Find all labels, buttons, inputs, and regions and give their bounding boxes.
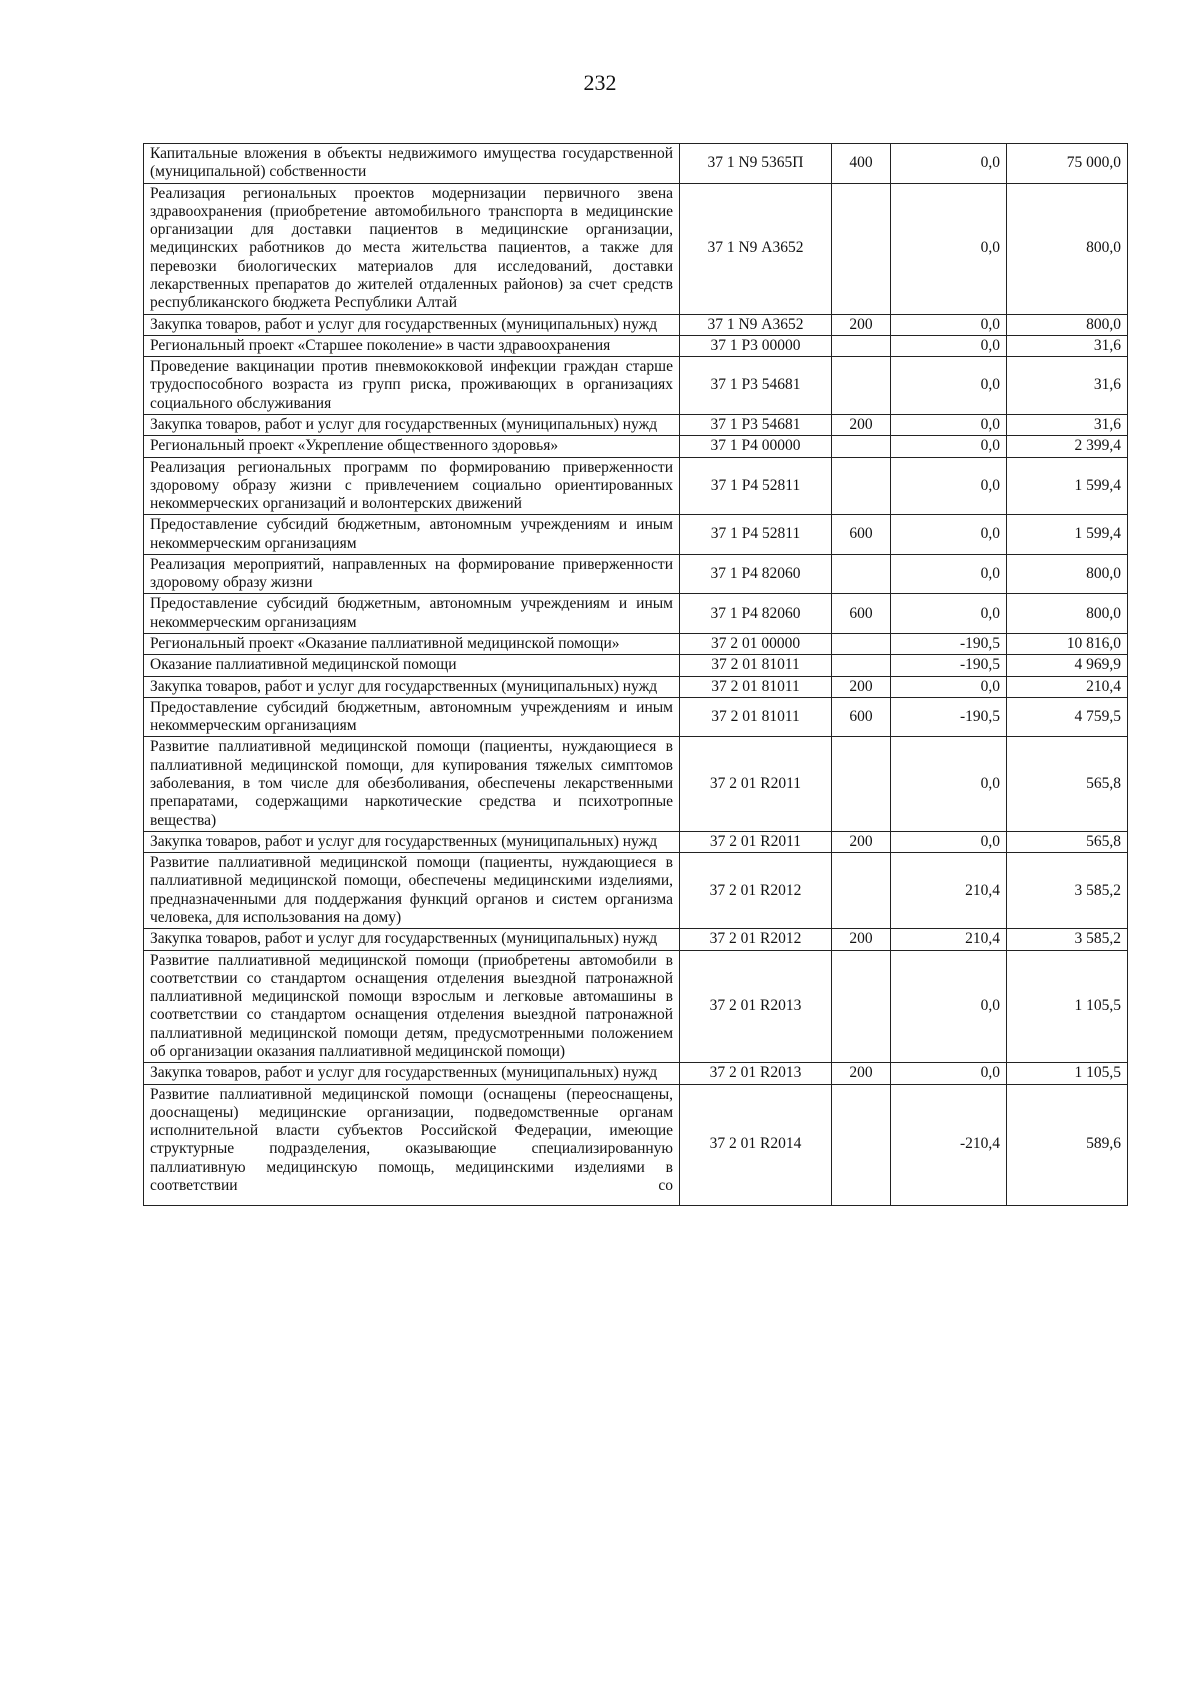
row-change-cell: 0,0 — [891, 554, 1007, 594]
row-code-cell: 37 1 P4 00000 — [680, 436, 832, 457]
row-code-cell: 37 1 P3 00000 — [680, 335, 832, 356]
row-expense-type-cell — [832, 554, 891, 594]
row-name-cell: Закупка товаров, работ и услуг для государственных (муниципальных) нужд — [144, 314, 680, 335]
row-name-cell: Реализация мероприятий, направленных на формирование приверженности здоровому образу жизни — [144, 554, 680, 594]
row-code-cell: 37 1 P4 82060 — [680, 554, 832, 594]
row-code-cell: 37 2 01 81011 — [680, 676, 832, 697]
table-row — [144, 554, 1128, 594]
row-code-cell: 37 2 01 R2011 — [680, 737, 832, 831]
row-name-cell: Капитальные вложения в объекты недвижимого имущества государственной (муниципальной) собственности — [144, 144, 680, 184]
row-change-cell: -190,5 — [891, 634, 1007, 655]
row-total-cell: 1 599,4 — [1007, 515, 1128, 555]
row-change-cell: 0,0 — [891, 737, 1007, 831]
row-change-cell: 0,0 — [891, 335, 1007, 356]
row-name-cell: Проведение вакцинации против пневмококковой инфекции граждан старше трудоспособного возраста из групп риска, проживающих в организациях социального обслуживания — [144, 357, 680, 415]
table-row — [144, 831, 1128, 852]
row-expense-type-cell — [832, 357, 891, 415]
row-total-cell: 800,0 — [1007, 594, 1128, 634]
row-expense-type-cell: 600 — [832, 594, 891, 634]
table-row — [144, 950, 1128, 1063]
row-total-cell: 800,0 — [1007, 314, 1128, 335]
row-total-cell: 210,4 — [1007, 676, 1128, 697]
row-change-cell: 0,0 — [891, 357, 1007, 415]
row-change-cell: 0,0 — [891, 183, 1007, 314]
row-expense-type-cell: 200 — [832, 676, 891, 697]
row-expense-type-cell — [832, 737, 891, 831]
row-total-cell: 3 585,2 — [1007, 853, 1128, 929]
row-code-cell: 37 1 P4 82060 — [680, 594, 832, 634]
row-total-cell: 1 105,5 — [1007, 950, 1128, 1063]
table-row — [144, 314, 1128, 335]
table-row — [144, 929, 1128, 950]
row-name-cell: Закупка товаров, работ и услуг для государственных (муниципальных) нужд — [144, 831, 680, 852]
row-name-cell: Развитие паллиативной медицинской помощи (оснащены (переоснащены, дооснащены) медицинские организации, подведомственные органам исполнительной власти субъектов Российской Федерации, имеющие структурные подразделения, оказывающие специализированную паллиативную медицинскую помощь, медицинскими изделиями в соответствии со — [144, 1084, 680, 1205]
row-change-cell: -210,4 — [891, 1084, 1007, 1205]
row-name-cell: Закупка товаров, работ и услуг для государственных (муниципальных) нужд — [144, 1063, 680, 1084]
row-change-cell: 0,0 — [891, 594, 1007, 634]
row-name-cell: Региональный проект «Оказание паллиативной медицинской помощи» — [144, 634, 680, 655]
row-change-cell: 0,0 — [891, 515, 1007, 555]
row-total-cell: 1 105,5 — [1007, 1063, 1128, 1084]
row-total-cell: 589,6 — [1007, 1084, 1128, 1205]
row-expense-type-cell — [832, 335, 891, 356]
table-row — [144, 144, 1128, 184]
page-number: 232 — [583, 70, 617, 95]
row-name-cell: Оказание паллиативной медицинской помощи — [144, 655, 680, 676]
row-expense-type-cell — [832, 457, 891, 515]
row-expense-type-cell: 400 — [832, 144, 891, 184]
row-change-cell: 0,0 — [891, 314, 1007, 335]
row-change-cell: 0,0 — [891, 457, 1007, 515]
row-code-cell: 37 1 N9 А3652 — [680, 314, 832, 335]
table-row — [144, 676, 1128, 697]
row-name-cell: Реализация региональных программ по формированию приверженности здоровому образу жизни с привлечением социально ориентированных некоммерческих организаций и волонтерских движений — [144, 457, 680, 515]
row-change-cell: 0,0 — [891, 676, 1007, 697]
row-change-cell: 0,0 — [891, 414, 1007, 435]
row-name-cell: Предоставление субсидий бюджетным, автономным учреждениям и иным некоммерческим организациям — [144, 697, 680, 737]
table-row — [144, 634, 1128, 655]
table-row — [144, 655, 1128, 676]
row-total-cell: 3 585,2 — [1007, 929, 1128, 950]
row-change-cell: 210,4 — [891, 853, 1007, 929]
table-row — [144, 457, 1128, 515]
row-change-cell: -190,5 — [891, 697, 1007, 737]
row-expense-type-cell: 200 — [832, 929, 891, 950]
row-code-cell: 37 1 P3 54681 — [680, 414, 832, 435]
budget-table — [143, 143, 1128, 1206]
row-code-cell: 37 2 01 R2012 — [680, 853, 832, 929]
row-expense-type-cell: 200 — [832, 414, 891, 435]
row-name-cell: Реализация региональных проектов модернизации первичного звена здравоохранения (приобретение автомобильного транспорта в медицинские организации для доставки пациентов в медицинские организации, медицинских работников до места жительства пациентов, а также для перевозки биологических материалов для исследований, доставки лекарственных препаратов до жителей отдаленных районов) за счет средств республиканского бюджета Республики Алтай — [144, 183, 680, 314]
row-total-cell: 4 759,5 — [1007, 697, 1128, 737]
row-name-cell: Предоставление субсидий бюджетным, автономным учреждениям и иным некоммерческим организациям — [144, 594, 680, 634]
table-row — [144, 697, 1128, 737]
row-code-cell: 37 2 01 R2012 — [680, 929, 832, 950]
table-row — [144, 594, 1128, 634]
row-change-cell: 0,0 — [891, 144, 1007, 184]
row-expense-type-cell — [832, 853, 891, 929]
row-code-cell: 37 2 01 R2013 — [680, 950, 832, 1063]
row-expense-type-cell: 600 — [832, 515, 891, 555]
table-row — [144, 737, 1128, 831]
row-total-cell: 565,8 — [1007, 831, 1128, 852]
row-expense-type-cell — [832, 436, 891, 457]
table-row — [144, 436, 1128, 457]
row-name-cell: Развитие паллиативной медицинской помощи (пациенты, нуждающиеся в паллиативной медицинской помощи, обеспечены медицинскими изделиями, предназначенными для поддержания функций органов и систем организма человека, для использования на дому) — [144, 853, 680, 929]
row-code-cell: 37 2 01 R2014 — [680, 1084, 832, 1205]
row-code-cell: 37 1 P4 52811 — [680, 515, 832, 555]
row-total-cell: 1 599,4 — [1007, 457, 1128, 515]
budget-table-body — [144, 144, 1128, 1206]
row-code-cell: 37 2 01 R2011 — [680, 831, 832, 852]
row-change-cell: 210,4 — [891, 929, 1007, 950]
row-name-cell: Региональный проект «Укрепление общественного здоровья» — [144, 436, 680, 457]
table-row — [144, 335, 1128, 356]
row-code-cell: 37 2 01 00000 — [680, 634, 832, 655]
row-change-cell: 0,0 — [891, 436, 1007, 457]
row-total-cell: 2 399,4 — [1007, 436, 1128, 457]
row-expense-type-cell — [832, 1084, 891, 1205]
row-code-cell: 37 1 N9 А3652 — [680, 183, 832, 314]
row-total-cell: 31,6 — [1007, 335, 1128, 356]
row-change-cell: -190,5 — [891, 655, 1007, 676]
row-total-cell: 800,0 — [1007, 554, 1128, 594]
table-row — [144, 357, 1128, 415]
row-expense-type-cell: 200 — [832, 1063, 891, 1084]
row-code-cell: 37 2 01 81011 — [680, 655, 832, 676]
row-total-cell: 75 000,0 — [1007, 144, 1128, 184]
row-code-cell: 37 2 01 81011 — [680, 697, 832, 737]
row-name-cell: Закупка товаров, работ и услуг для государственных (муниципальных) нужд — [144, 414, 680, 435]
row-total-cell: 4 969,9 — [1007, 655, 1128, 676]
row-total-cell: 10 816,0 — [1007, 634, 1128, 655]
row-expense-type-cell — [832, 634, 891, 655]
row-expense-type-cell: 200 — [832, 831, 891, 852]
row-change-cell: 0,0 — [891, 1063, 1007, 1084]
row-expense-type-cell: 600 — [832, 697, 891, 737]
row-expense-type-cell — [832, 950, 891, 1063]
row-expense-type-cell: 200 — [832, 314, 891, 335]
table-row — [144, 1063, 1128, 1084]
table-row — [144, 1084, 1128, 1205]
row-change-cell: 0,0 — [891, 950, 1007, 1063]
row-code-cell: 37 1 P3 54681 — [680, 357, 832, 415]
table-row — [144, 414, 1128, 435]
row-total-cell: 565,8 — [1007, 737, 1128, 831]
row-name-cell: Развитие паллиативной медицинской помощи (приобретены автомобили в соответствии со стандартом оснащения отделения выездной патронажной паллиативной медицинской помощи взрослым и легковые автомашины в соответствии со стандартом оснащения отделения выездной патронажной паллиативной медицинской помощи детям, предусмотренными положением об организации оказания паллиативной медицинской помощи) — [144, 950, 680, 1063]
row-code-cell: 37 1 P4 52811 — [680, 457, 832, 515]
row-expense-type-cell — [832, 655, 891, 676]
row-change-cell: 0,0 — [891, 831, 1007, 852]
table-row — [144, 515, 1128, 555]
row-code-cell: 37 2 01 R2013 — [680, 1063, 832, 1084]
row-total-cell: 31,6 — [1007, 414, 1128, 435]
row-expense-type-cell — [832, 183, 891, 314]
row-name-cell: Предоставление субсидий бюджетным, автономным учреждениям и иным некоммерческим организациям — [144, 515, 680, 555]
table-row — [144, 853, 1128, 929]
row-name-cell: Закупка товаров, работ и услуг для государственных (муниципальных) нужд — [144, 929, 680, 950]
row-code-cell: 37 1 N9 5365П — [680, 144, 832, 184]
table-row — [144, 183, 1128, 314]
row-name-cell: Развитие паллиативной медицинской помощи (пациенты, нуждающиеся в паллиативной медицинской помощи, для купирования тяжелых симптомов заболевания, в том числе для обезболивания, обеспечены лекарственными препаратами, содержащими наркотические средства и психотропные вещества) — [144, 737, 680, 831]
row-name-cell: Региональный проект «Старшее поколение» в части здравоохранения — [144, 335, 680, 356]
row-total-cell: 31,6 — [1007, 357, 1128, 415]
row-total-cell: 800,0 — [1007, 183, 1128, 314]
row-name-cell: Закупка товаров, работ и услуг для государственных (муниципальных) нужд — [144, 676, 680, 697]
